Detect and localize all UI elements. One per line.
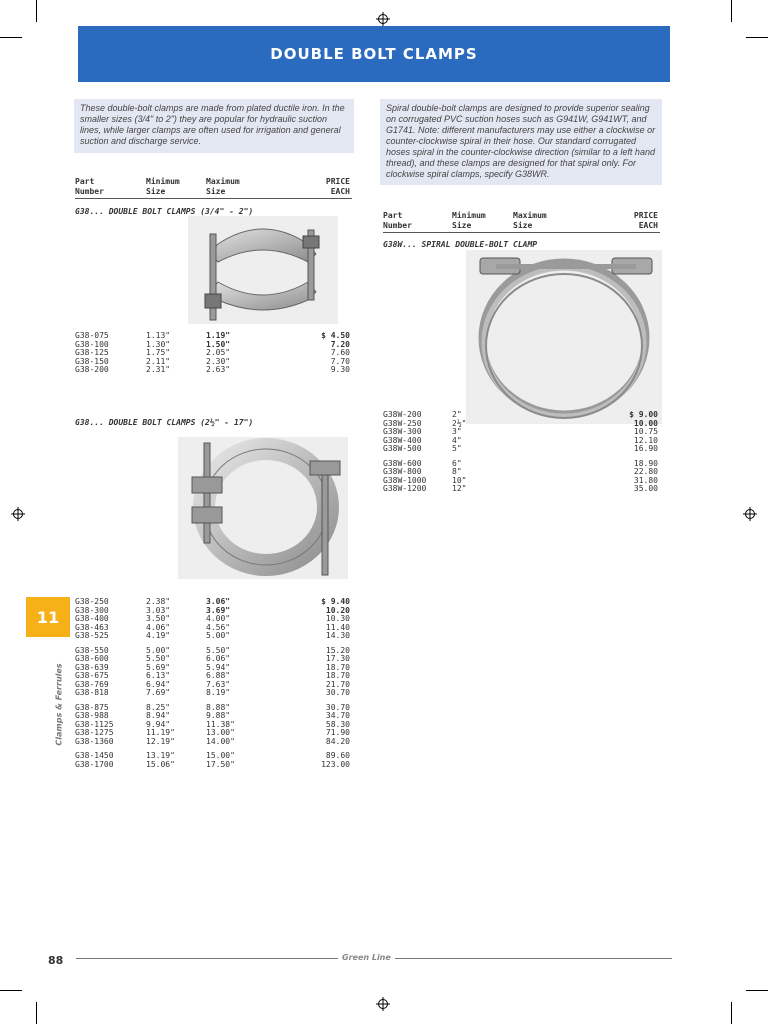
table-row: [75, 689, 352, 698]
part-number: G38-988: [75, 711, 109, 720]
max-size: 6.88": [206, 671, 231, 680]
intro-right: Spiral double-bolt clamps are designed to provide superior sealing on corrugated PVC suction hoses such as G941W, G941WT, and G1741. Note: different manufacturers may use either a clockwise or counter-clockwise spiral in their hose. Our standard corrugated hoses spiral in the counter-clockwise direction (similar to a left hand thread), and these clamps are designed for that spiral only. For clockwise spiral clamps, specify G38WR.: [380, 99, 662, 185]
max-size: 9.88": [206, 711, 231, 720]
col-minimum: Minimum: [146, 177, 180, 186]
col-number: Number: [383, 221, 412, 230]
col-min-size: Size: [146, 187, 166, 196]
table-row: [383, 485, 660, 494]
min-size: 1.30": [146, 339, 171, 349]
part-number: G38-1700: [75, 759, 114, 769]
min-size: 3": [452, 427, 462, 436]
max-size: 3.06": [206, 597, 231, 606]
part-number: G38-200: [75, 365, 109, 374]
crop-mark: [36, 0, 37, 22]
table-row: [75, 632, 352, 641]
min-size: 6.13": [146, 671, 171, 680]
price: 16.90: [633, 444, 658, 453]
price: 17.30: [325, 654, 350, 663]
max-size: 2.63": [206, 365, 231, 374]
table-row: [383, 445, 660, 454]
page-title: DOUBLE BOLT CLAMPS: [78, 26, 670, 82]
price: 35.00: [633, 484, 658, 493]
part-number: G38-600: [75, 654, 109, 663]
price: 18.70: [325, 671, 350, 680]
price: 14.30: [325, 631, 350, 640]
min-size: 9.94": [146, 719, 171, 729]
price: 71.90: [325, 728, 350, 737]
min-size: 4.06": [146, 622, 171, 632]
part-number: G38-125: [75, 348, 109, 357]
crop-mark: [731, 1002, 732, 1024]
price: 18.90: [633, 458, 658, 468]
price: 7.60: [330, 348, 350, 357]
price: $ 4.50: [321, 331, 350, 340]
part-number: G38W-400: [383, 435, 422, 445]
table-row: [75, 366, 352, 375]
price: 84.20: [325, 736, 350, 746]
col-min-size: Size: [452, 221, 472, 230]
footer-brand: Green Line: [338, 953, 395, 962]
part-number: G38-300: [75, 605, 109, 615]
max-size: 3.69": [206, 605, 231, 615]
spiral-double-bolt-clamp-image: [466, 250, 662, 424]
part-number: G38-075: [75, 331, 109, 340]
min-size: 4.19": [146, 631, 171, 640]
col-minimum: Minimum: [452, 211, 486, 220]
part-number: G38-1125: [75, 719, 114, 729]
min-size: 2.11": [146, 356, 171, 366]
part-number: G38W-500: [383, 444, 422, 453]
min-size: 2.31": [146, 365, 171, 374]
col-maximum: Maximum: [206, 177, 240, 186]
section-title-small-clamps: G38... DOUBLE BOLT CLAMPS (3/4" - 2"): [75, 207, 254, 216]
price: 15.20: [325, 645, 350, 655]
min-size: 1.13": [146, 331, 171, 340]
max-size: 8.88": [206, 702, 231, 712]
min-size: 3.03": [146, 605, 171, 615]
part-number: G38-100: [75, 339, 109, 349]
min-size: 6.94": [146, 679, 171, 689]
price: 58.30: [325, 719, 350, 729]
col-price: PRICE: [325, 177, 350, 186]
min-size: 7.69": [146, 688, 171, 697]
max-size: 11.38": [206, 719, 235, 729]
registration-mark-icon: [376, 997, 390, 1011]
col-part: Part: [383, 211, 403, 220]
price: 12.10: [633, 435, 658, 445]
min-size: 12": [452, 484, 467, 493]
min-size: 8.94": [146, 711, 171, 720]
part-number: G38-463: [75, 622, 109, 632]
table-row: [383, 411, 660, 420]
price: 11.40: [325, 622, 350, 632]
min-size: 11.19": [146, 728, 175, 737]
max-size: 2.30": [206, 356, 231, 366]
price: 9.30: [330, 365, 350, 374]
col-each: EACH: [330, 187, 350, 196]
min-size: 5": [452, 444, 462, 453]
part-number: G38-1450: [75, 751, 114, 760]
max-size: 1.19": [206, 331, 231, 340]
table-row: [383, 420, 660, 429]
max-size: 7.63": [206, 679, 231, 689]
price: $ 9.40: [321, 597, 350, 606]
table-row: [383, 437, 660, 446]
crop-mark: [0, 990, 22, 991]
min-size: 5.00": [146, 645, 171, 655]
min-size: 8": [452, 467, 462, 476]
price: 18.70: [325, 662, 350, 672]
price: 10.30: [325, 614, 350, 623]
price: 89.60: [325, 751, 350, 760]
min-size: 6": [452, 458, 462, 468]
part-number: G38-1360: [75, 736, 114, 746]
intro-left: These double-bolt clamps are made from plated ductile iron. In the smaller sizes (3/4" to 2") they are popular for hydraulic suction lines, while larger clamps are often used for irrigation and general suction and discharge service.: [74, 99, 354, 153]
part-number: G38-400: [75, 614, 109, 623]
crop-mark: [0, 37, 22, 38]
max-size: 5.94": [206, 662, 231, 672]
part-number: G38W-300: [383, 427, 422, 436]
price: 10.20: [325, 605, 350, 615]
max-size: 4.56": [206, 622, 231, 632]
registration-mark-icon: [743, 507, 757, 521]
part-number: G38W-200: [383, 410, 422, 419]
part-number: G38W-1000: [383, 475, 427, 485]
part-number: G38-150: [75, 356, 109, 366]
max-size: 8.19": [206, 688, 231, 697]
price: 123.00: [321, 759, 350, 769]
part-number: G38W-600: [383, 458, 422, 468]
price: 30.70: [325, 702, 350, 712]
table-row: [75, 761, 352, 770]
min-size: 5.50": [146, 654, 171, 663]
table-row: [75, 738, 352, 747]
max-size: 6.06": [206, 654, 231, 663]
max-size: 4.00": [206, 614, 231, 623]
min-size: 2.38": [146, 597, 171, 606]
price: 10.75: [633, 427, 658, 436]
part-number: G38-550: [75, 645, 109, 655]
registration-mark-icon: [11, 507, 25, 521]
page-number: 88: [48, 954, 64, 967]
part-number: G38-639: [75, 662, 109, 672]
min-size: 2½": [452, 418, 467, 428]
chapter-tab: 11: [26, 597, 70, 637]
min-size: 2": [452, 410, 462, 419]
table-row: [383, 460, 660, 469]
max-size: 5.50": [206, 645, 231, 655]
min-size: 1.75": [146, 348, 171, 357]
crop-mark: [746, 37, 768, 38]
part-number: G38-818: [75, 688, 109, 697]
part-number: G38W-1200: [383, 484, 427, 493]
min-size: 12.19": [146, 736, 175, 746]
price: 10.00: [633, 418, 658, 428]
col-price: PRICE: [633, 211, 658, 220]
price: 7.20: [330, 339, 350, 349]
table-header-left: [75, 177, 352, 199]
price: 21.70: [325, 679, 350, 689]
max-size: 1.50": [206, 339, 231, 349]
col-each: EACH: [638, 221, 658, 230]
max-size: 17.50": [206, 759, 235, 769]
section-title-large-clamps: G38... DOUBLE BOLT CLAMPS (2½" - 17"): [75, 418, 254, 427]
col-number: Number: [75, 187, 104, 196]
part-number: G38-875: [75, 702, 109, 712]
table-spiral-clamps: [383, 411, 660, 494]
table-small-clamps: [75, 332, 352, 375]
min-size: 3.50": [146, 614, 171, 623]
price: 22.80: [633, 467, 658, 476]
registration-mark-icon: [376, 12, 390, 26]
part-number: G38-250: [75, 597, 109, 606]
col-max-size: Size: [206, 187, 226, 196]
max-size: 2.05": [206, 348, 231, 357]
crop-mark: [746, 990, 768, 991]
table-header-right: [383, 211, 660, 233]
table-row: [383, 428, 660, 437]
col-part: Part: [75, 177, 95, 186]
part-number: G38W-800: [383, 467, 422, 476]
price: 30.70: [325, 688, 350, 697]
part-number: G38-525: [75, 631, 109, 640]
price: 7.70: [330, 356, 350, 366]
col-maximum: Maximum: [513, 211, 547, 220]
section-title-spiral-clamp: G38W... SPIRAL DOUBLE-BOLT CLAMP: [383, 240, 538, 249]
min-size: 4": [452, 435, 462, 445]
price: 31.80: [633, 475, 658, 485]
price: $ 9.00: [629, 410, 658, 419]
crop-mark: [36, 1002, 37, 1024]
max-size: 13.00": [206, 728, 235, 737]
col-max-size: Size: [513, 221, 533, 230]
part-number: G38-675: [75, 671, 109, 680]
max-size: 5.00": [206, 631, 231, 640]
max-size: 14.00": [206, 736, 235, 746]
large-double-bolt-clamp-image: [178, 437, 348, 579]
table-large-clamps: [75, 598, 352, 769]
chapter-label: Clamps & Ferrules: [54, 663, 64, 746]
price: 34.70: [325, 711, 350, 720]
small-double-bolt-clamp-image: [188, 216, 338, 324]
max-size: 15.00": [206, 751, 235, 760]
crop-mark: [731, 0, 732, 22]
part-number: G38-1275: [75, 728, 114, 737]
min-size: 10": [452, 475, 467, 485]
min-size: 8.25": [146, 702, 171, 712]
part-number: G38-769: [75, 679, 109, 689]
min-size: 5.69": [146, 662, 171, 672]
min-size: 13.19": [146, 751, 175, 760]
part-number: G38W-250: [383, 418, 422, 428]
min-size: 15.06": [146, 759, 175, 769]
